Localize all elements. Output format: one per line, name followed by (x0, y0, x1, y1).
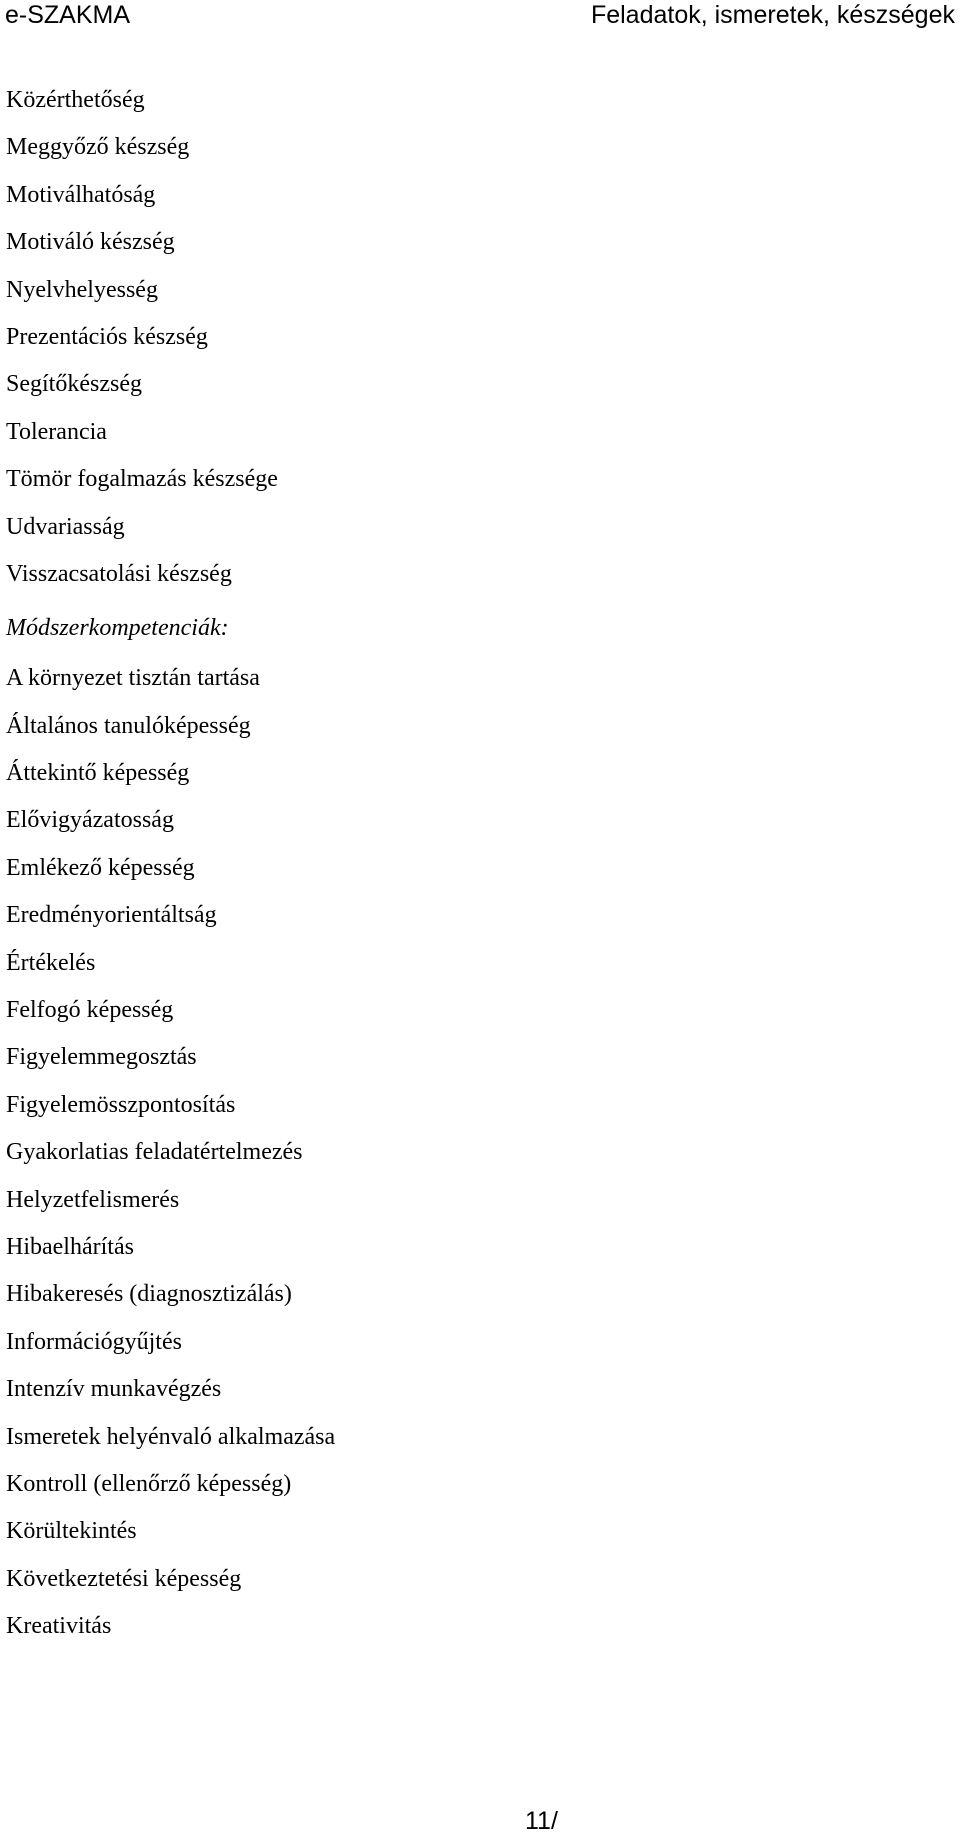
competency-list-a (6, 80, 335, 601)
list-item: Áttekintő képesség (6, 760, 190, 787)
list-item: Körültekintés (6, 1518, 137, 1545)
list-item: Gyakorlatias feladatértelmezés (6, 1139, 303, 1166)
list-item: Udvariasság (6, 513, 125, 540)
list-item: Tömör fogalmazás készsége (6, 466, 278, 493)
list-item: Hibakeresés (diagnosztizálás) (6, 1281, 292, 1308)
list-item: Intenzív munkavégzés (6, 1376, 222, 1403)
list-item: Hibaelhárítás (6, 1233, 134, 1260)
list-item: Elővigyázatosság (6, 807, 174, 834)
list-item: Segítőkészség (6, 371, 142, 398)
list-item: Tolerancia (6, 418, 107, 445)
list-item: Információgyűjtés (6, 1328, 182, 1355)
list-item: Eredményorientáltság (6, 902, 217, 929)
list-item: Általános tanulóképesség (6, 712, 251, 739)
list-item: Visszacsatolási készség (6, 560, 232, 587)
header-title: Feladatok, ismeretek, készségek (590, 1, 955, 29)
page-number: 11/ (525, 1807, 558, 1835)
list-item: Ismeretek helyénvaló alkalmazása (6, 1423, 336, 1450)
list-item: Következtetési képesség (6, 1565, 242, 1592)
competency-list-b (6, 658, 335, 1653)
list-item: Emlékező képesség (6, 854, 195, 881)
header-brand: e-SZAKMA (5, 1, 131, 29)
list-item: Értékelés (6, 949, 96, 976)
list-item: Figyelemmegosztás (6, 1044, 197, 1071)
list-item: Felfogó képesség (6, 997, 174, 1024)
page-header (0, 0, 960, 30)
list-item: Motiválhatóság (6, 181, 156, 208)
list-item: Kontroll (ellenőrző képesség) (6, 1470, 292, 1497)
list-item: Meggyőző készség (6, 134, 190, 161)
document-body (6, 80, 335, 1654)
list-item: Prezentációs készség (6, 323, 208, 350)
list-item: Nyelvhelyesség (6, 276, 158, 303)
list-item: Motiváló készség (6, 229, 175, 256)
list-item: Közérthetőség (6, 87, 145, 113)
list-item: Helyzetfelismerés (6, 1186, 180, 1213)
list-item: A környezet tisztán tartása (6, 665, 260, 692)
section-heading: Módszerkompetenciák: (6, 615, 229, 642)
list-item: Kreativitás (6, 1613, 112, 1640)
list-item: Figyelemösszpontosítás (6, 1091, 236, 1118)
